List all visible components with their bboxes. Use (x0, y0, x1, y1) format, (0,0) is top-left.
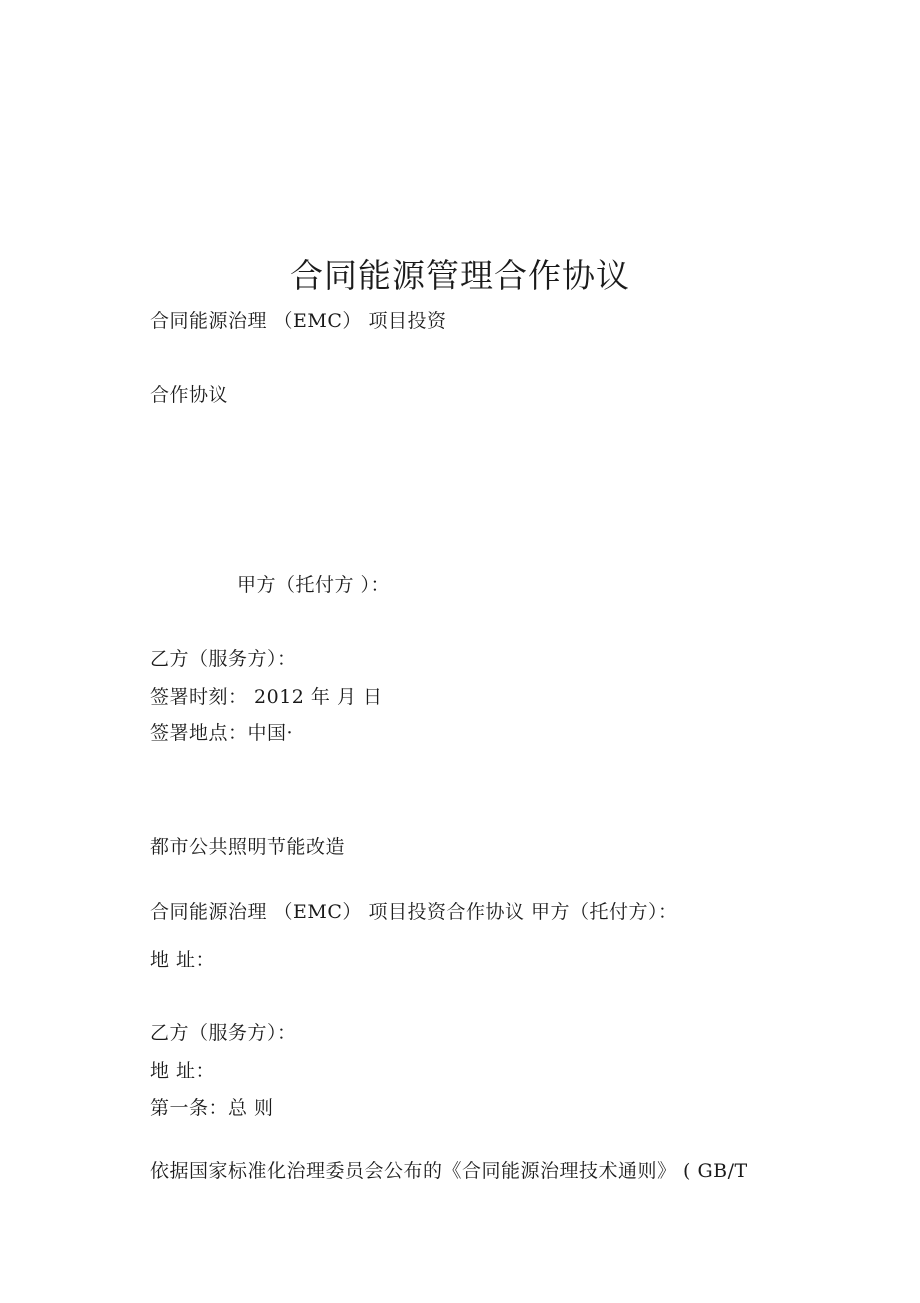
subtitle-line-1: 合同能源治理 （EMC） 项目投资 (150, 310, 447, 332)
party-b-address: 地 址： (150, 1060, 216, 1082)
project-name: 都市公共照明节能改造 (150, 836, 346, 858)
subtitle-line-2: 合作协议 (150, 384, 229, 406)
sign-time: 签署时刻： 2012 年 月 日 (150, 686, 383, 708)
party-a-label: 甲方（托付方 ）： (237, 574, 391, 596)
body-paragraph: 依据国家标准化治理委员会公布的《合同能源治理技术通则》 ( GB/T (150, 1160, 748, 1182)
article-1-heading: 第一条：总 则 (150, 1097, 274, 1119)
party-b-label-2: 乙方（服务方）： (150, 1022, 297, 1044)
agreement-header: 合同能源治理 （EMC） 项目投资合作协议 甲方（托付方）： (150, 901, 678, 923)
sign-place: 签署地点：中国· (150, 722, 294, 744)
document-title: 合同能源管理合作协议 (290, 256, 630, 295)
party-a-address: 地 址： (150, 949, 216, 971)
party-b-label: 乙方（服务方）： (150, 648, 297, 670)
